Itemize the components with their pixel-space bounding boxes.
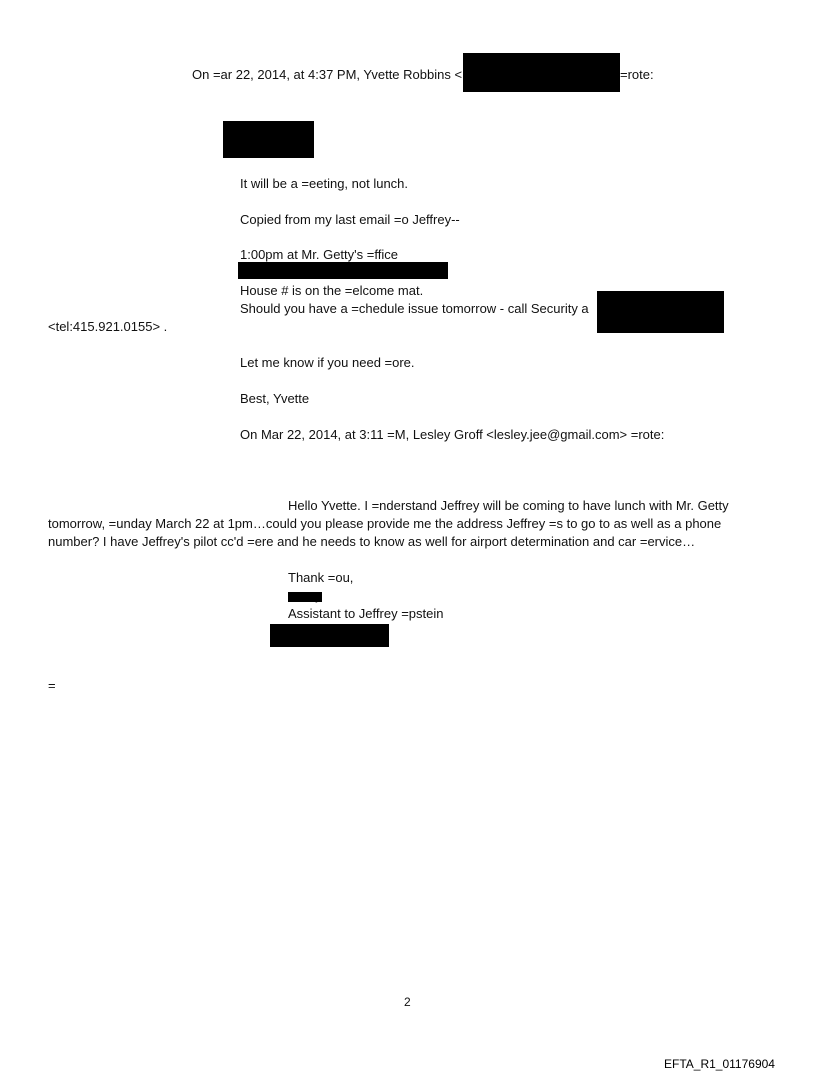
message-paragraph-line: tomorrow, =unday March 22 at 1pm…could you please provide me the address Jeffrey =s to go to as well as a phone	[48, 516, 722, 531]
header-quote-line	[192, 66, 462, 83]
redaction-block	[270, 624, 389, 647]
redaction-block	[223, 121, 314, 158]
trailing-mark: =	[48, 678, 56, 693]
quoted-header-line: On Mar 22, 2014, at 3:11 =M, Lesley Groff <lesley.jee@gmail.com> =rote:	[240, 427, 665, 442]
header-quote-left: On =ar 22, 2014, at 4:37 PM, Yvette Robbins <	[192, 67, 463, 82]
signature-name	[288, 587, 322, 604]
signature-title: Assistant to Jeffrey =pstein	[288, 606, 444, 621]
message-line: Best, Yvette	[240, 391, 310, 406]
phone-link[interactable]: <tel:415.921.0155> .	[48, 319, 168, 334]
document-id: EFTA_R1_01176904	[664, 1057, 775, 1071]
message-line: Let me know if you need =ore.	[240, 355, 415, 370]
redaction-block	[238, 262, 448, 279]
message-line: Copied from my last email =o Jeffrey--	[240, 212, 460, 227]
header-quote-right: =rote:	[620, 67, 654, 82]
redaction-block	[597, 291, 724, 333]
message-line: 1:00pm at Mr. Getty's =ffice	[240, 247, 398, 262]
message-line: It will be a =eeting, not lunch.	[240, 176, 409, 191]
message-line: Should you have a =chedule issue tomorrow - call Security a	[240, 301, 589, 316]
message-line: Thank =ou,	[288, 570, 354, 585]
page-number: 2	[404, 995, 411, 1009]
message-line: House # is on the =elcome mat.	[240, 283, 424, 298]
message-paragraph-lead: Hello Yvette. I =nderstand Jeffrey will be coming to have lunch with Mr. Getty	[288, 498, 729, 513]
signature-name-text: Lesley	[289, 591, 321, 603]
message-paragraph-line: number? I have Jeffrey's pilot cc'd =ere and he needs to know as well for airport determination and car =ervice…	[48, 534, 696, 549]
redaction-block	[463, 53, 620, 92]
